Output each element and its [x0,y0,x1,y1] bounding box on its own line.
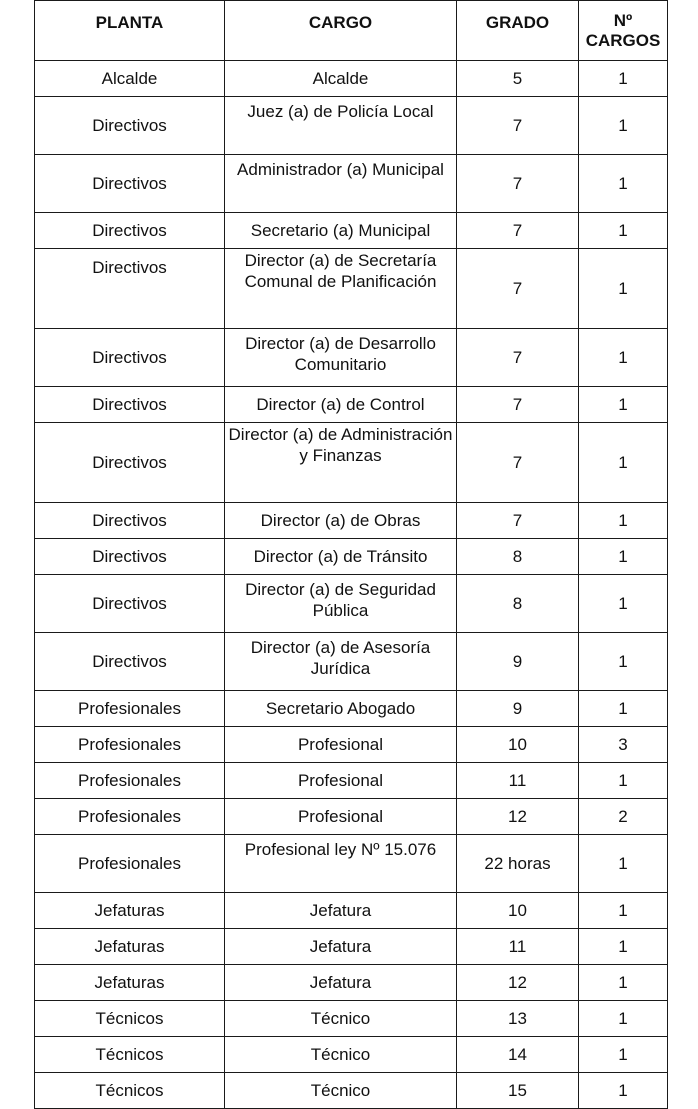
cell-n-cargos: 3 [579,727,668,763]
cell-n-cargos: 1 [579,691,668,727]
cell-planta: Profesionales [35,763,225,799]
cell-n-cargos: 1 [579,835,668,893]
table-row [35,1037,668,1073]
cell-n-cargos: 1 [579,249,668,329]
table-row [35,691,668,727]
cell-cargo: Director (a) de Obras [225,503,457,539]
table-row [35,213,668,249]
cell-planta: Jefaturas [35,965,225,1001]
table-row [35,1001,668,1037]
cell-cargo: Director (a) de Secretaría Comunal de Planificación [225,249,457,329]
cell-grado: 10 [457,727,579,763]
cell-planta: Directivos [35,97,225,155]
cell-planta: Profesionales [35,835,225,893]
cell-grado: 7 [457,155,579,213]
cell-planta: Jefaturas [35,929,225,965]
table-row [35,155,668,213]
table-row [35,763,668,799]
cell-n-cargos: 1 [579,61,668,97]
cell-grado: 13 [457,1001,579,1037]
table-row [35,633,668,691]
cell-cargo: Director (a) de Asesoría Jurídica [225,633,457,691]
table-row [35,249,668,329]
cell-n-cargos: 1 [579,329,668,387]
header-grado: GRADO [457,1,579,61]
cell-cargo: Jefatura [225,965,457,1001]
table-row [35,539,668,575]
cell-grado: 9 [457,633,579,691]
cell-cargo: Técnico [225,1037,457,1073]
cell-grado: 7 [457,249,579,329]
cell-cargo: Profesional ley Nº 15.076 [225,835,457,893]
table-row [35,893,668,929]
cell-cargo: Técnico [225,1073,457,1109]
cell-grado: 7 [457,97,579,155]
table-row [35,929,668,965]
cell-cargo: Director (a) de Administración y Finanzas [225,423,457,503]
cell-n-cargos: 1 [579,893,668,929]
cell-planta: Alcalde [35,61,225,97]
cell-cargo: Jefatura [225,893,457,929]
cell-grado: 9 [457,691,579,727]
cell-grado: 15 [457,1073,579,1109]
cell-grado: 8 [457,575,579,633]
cell-grado: 12 [457,965,579,1001]
header-n-cargos-line1: Nº [613,10,633,30]
cell-cargo: Secretario Abogado [225,691,457,727]
cell-n-cargos: 1 [579,1037,668,1073]
table-row [35,835,668,893]
cell-grado: 7 [457,387,579,423]
table-row [35,329,668,387]
table-row [35,1073,668,1109]
header-n-cargos-line2: CARGOS [585,30,661,50]
cell-n-cargos: 1 [579,155,668,213]
cell-grado: 11 [457,929,579,965]
cell-n-cargos: 1 [579,575,668,633]
table-row [35,965,668,1001]
cell-cargo: Administrador (a) Municipal [225,155,457,213]
cell-planta: Directivos [35,387,225,423]
cell-grado: 14 [457,1037,579,1073]
header-n-cargos [579,1,668,61]
cell-grado: 5 [457,61,579,97]
cell-cargo: Director (a) de Control [225,387,457,423]
cell-cargo: Juez (a) de Policía Local [225,97,457,155]
cell-cargo: Técnico [225,1001,457,1037]
table-row [35,423,668,503]
table-row [35,575,668,633]
table-row [35,503,668,539]
cell-planta: Técnicos [35,1001,225,1037]
header-cargo: CARGO [225,1,457,61]
table-row [35,727,668,763]
cell-grado: 7 [457,503,579,539]
cell-n-cargos: 1 [579,965,668,1001]
cell-cargo: Profesional [225,763,457,799]
cell-n-cargos: 1 [579,1001,668,1037]
cell-planta: Jefaturas [35,893,225,929]
header-planta: PLANTA [35,1,225,61]
cell-n-cargos: 1 [579,387,668,423]
cell-grado: 7 [457,213,579,249]
cell-cargo: Alcalde [225,61,457,97]
cell-planta: Directivos [35,249,225,329]
cell-n-cargos: 1 [579,213,668,249]
cell-grado: 8 [457,539,579,575]
cell-planta: Directivos [35,539,225,575]
staff-table [34,0,668,1109]
cell-grado: 22 horas [457,835,579,893]
cell-cargo: Director (a) de Desarrollo Comunitario [225,329,457,387]
cell-n-cargos: 1 [579,539,668,575]
cell-cargo: Profesional [225,727,457,763]
cell-grado: 7 [457,329,579,387]
cell-planta: Profesionales [35,727,225,763]
cell-planta: Directivos [35,575,225,633]
cell-planta: Técnicos [35,1073,225,1109]
cell-cargo: Secretario (a) Municipal [225,213,457,249]
cell-cargo: Director (a) de Tránsito [225,539,457,575]
cell-n-cargos: 2 [579,799,668,835]
cell-n-cargos: 1 [579,633,668,691]
table-header-row [35,1,668,61]
cell-cargo: Profesional [225,799,457,835]
table-row [35,387,668,423]
table-row [35,61,668,97]
cell-cargo: Director (a) de Seguridad Pública [225,575,457,633]
cell-planta: Profesionales [35,799,225,835]
cell-grado: 11 [457,763,579,799]
cell-n-cargos: 1 [579,763,668,799]
cell-cargo: Jefatura [225,929,457,965]
cell-grado: 12 [457,799,579,835]
cell-n-cargos: 1 [579,1073,668,1109]
cell-grado: 10 [457,893,579,929]
cell-n-cargos: 1 [579,503,668,539]
cell-planta: Directivos [35,633,225,691]
cell-n-cargos: 1 [579,929,668,965]
cell-planta: Directivos [35,155,225,213]
table-row [35,799,668,835]
cell-planta: Directivos [35,423,225,503]
cell-n-cargos: 1 [579,423,668,503]
table-row [35,97,668,155]
cell-planta: Directivos [35,329,225,387]
cell-planta: Directivos [35,213,225,249]
cell-planta: Directivos [35,503,225,539]
cell-planta: Técnicos [35,1037,225,1073]
cell-planta: Profesionales [35,691,225,727]
cell-grado: 7 [457,423,579,503]
cell-n-cargos: 1 [579,97,668,155]
